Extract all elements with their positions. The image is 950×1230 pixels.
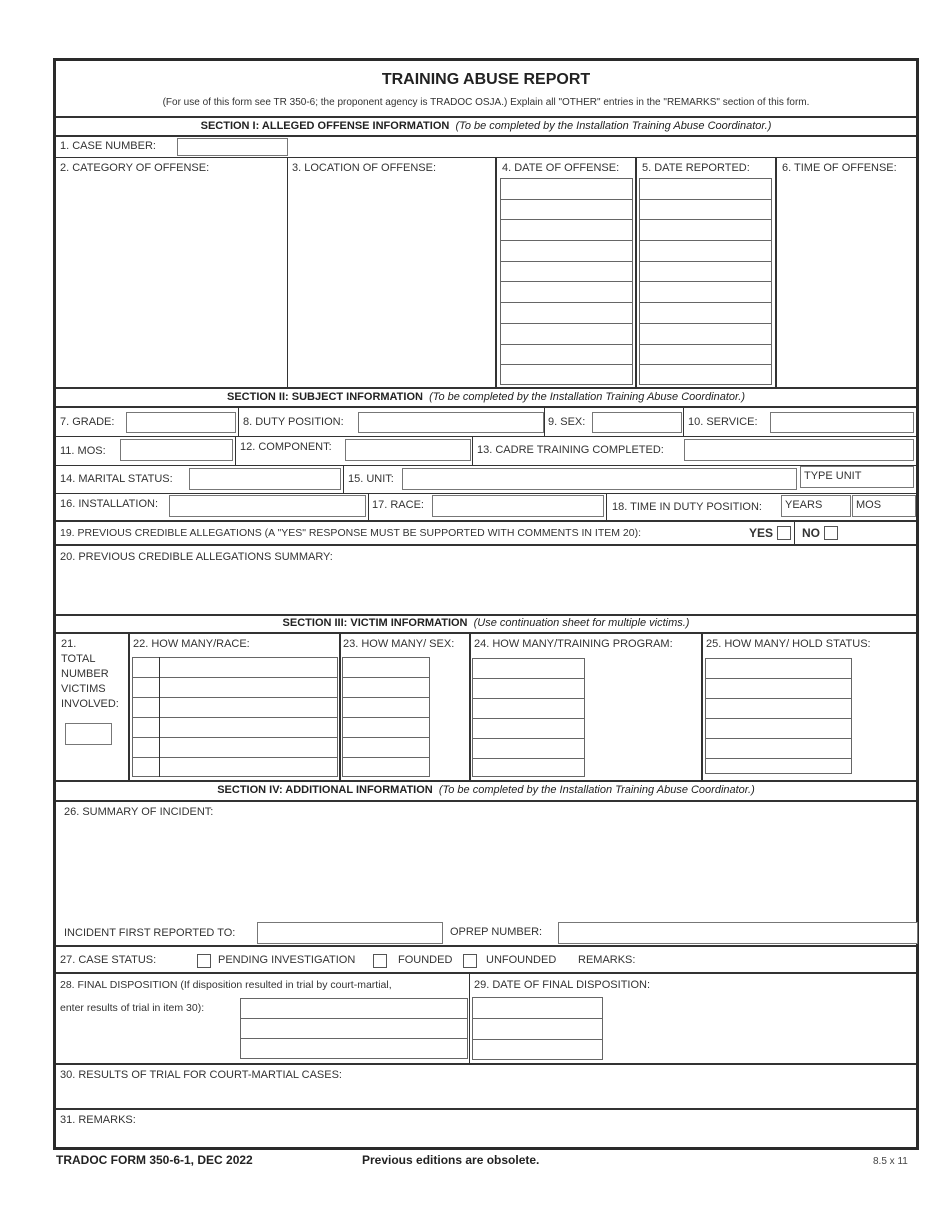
divider <box>56 520 916 522</box>
total-victims-line: VICTIMS <box>61 683 106 695</box>
divider <box>56 780 916 782</box>
divider <box>368 494 369 521</box>
divider <box>683 408 684 436</box>
unit-field[interactable] <box>402 468 797 490</box>
divider <box>495 157 497 387</box>
duty-position-label: 8. DUTY POSITION: <box>243 416 344 428</box>
divider <box>469 973 470 1064</box>
duty-position-field[interactable] <box>358 412 544 433</box>
yes-label: YES <box>749 526 774 540</box>
incident-summary-label: 26. SUMMARY OF INCIDENT: <box>64 806 214 818</box>
date-reported-label: 5. DATE REPORTED: <box>642 162 750 174</box>
pending-checkbox[interactable] <box>197 954 211 968</box>
divider <box>794 522 795 544</box>
date-final-entries[interactable] <box>472 997 603 1060</box>
total-victims-line: NUMBER <box>61 668 109 680</box>
date-offense-label: 4. DATE OF OFFENSE: <box>502 162 620 174</box>
section-2-note: (To be completed by the Installation Training Abuse Coordinator.) <box>429 391 745 403</box>
sex-count-entries[interactable] <box>342 657 430 777</box>
obsolete-note: Previous editions are obsolete. <box>362 1153 540 1167</box>
type-unit-label: TYPE UNIT <box>804 470 862 482</box>
hold-count-entries[interactable] <box>705 658 852 774</box>
divider <box>56 387 916 389</box>
divider <box>56 157 916 158</box>
divider <box>56 632 916 634</box>
sex-count-label: 23. HOW MANY/ SEX: <box>343 638 455 650</box>
sex-field[interactable] <box>592 412 682 433</box>
cadre-training-label: 13. CADRE TRAINING COMPLETED: <box>477 444 664 456</box>
divider <box>606 494 607 521</box>
form-title: TRAINING ABUSE REPORT <box>381 71 591 88</box>
section-1-title: SECTION I: ALLEGED OFFENSE INFORMATION <box>200 120 450 132</box>
divider <box>635 157 637 387</box>
divider <box>287 157 288 387</box>
section-3-note: (Use continuation sheet for multiple victims.) <box>473 617 690 629</box>
divider <box>56 972 916 974</box>
mos-label: 11. MOS: <box>60 445 106 457</box>
cadre-training-field[interactable] <box>684 439 914 461</box>
divider <box>56 493 916 494</box>
divider <box>56 1108 916 1110</box>
unfounded-checkbox[interactable] <box>463 954 477 968</box>
marital-status-field[interactable] <box>189 468 341 490</box>
installation-field[interactable] <box>169 495 366 517</box>
case-number-label: 1. CASE NUMBER: <box>60 140 156 152</box>
section-2-title: SECTION II: SUBJECT INFORMATION <box>226 391 423 403</box>
case-number-field[interactable] <box>177 138 288 156</box>
divider <box>472 437 473 465</box>
date-offense-entries[interactable] <box>500 178 633 385</box>
no-checkbox[interactable] <box>824 526 838 540</box>
category-label: 2. CATEGORY OF OFFENSE: <box>60 162 210 174</box>
time-offense-label: 6. TIME OF OFFENSE: <box>782 162 897 174</box>
training-count-entries[interactable] <box>472 658 585 777</box>
prev-summary-label: 20. PREVIOUS CREDIBLE ALLEGATIONS SUMMARY: <box>60 551 333 563</box>
race-count-entries[interactable] <box>132 657 338 777</box>
race-field[interactable] <box>432 495 604 517</box>
divider <box>56 1063 916 1065</box>
service-field[interactable] <box>770 412 914 433</box>
total-victims-line: TOTAL <box>61 653 96 665</box>
no-label: NO <box>802 526 820 540</box>
divider <box>56 436 916 437</box>
divider <box>56 406 916 408</box>
prev-allegations-label: 19. PREVIOUS CREDIBLE ALLEGATIONS (A "YES" RESPONSE MUST BE SUPPORTED WITH COMMENTS IN ITEM 20): <box>60 527 641 539</box>
form-subtitle: (For use of this form see TR 350-6; the proponent agency is TRADOC OSJA.) Explain all "OTHER" entries in the "REMARKS" section of this form. <box>162 97 810 108</box>
divider <box>56 544 916 546</box>
section-4-title: SECTION IV: ADDITIONAL INFORMATION <box>217 784 433 796</box>
remarks-inline-label: REMARKS: <box>578 954 636 966</box>
total-victims-field[interactable] <box>65 723 112 745</box>
divider <box>56 614 916 616</box>
months-label: MOS <box>856 499 882 511</box>
unit-label: 15. UNIT: <box>348 473 394 485</box>
divider <box>339 633 341 780</box>
divider <box>56 945 916 947</box>
divider <box>235 437 236 465</box>
time-in-duty-label: 18. TIME IN DUTY POSITION: <box>612 501 762 513</box>
service-label: 10. SERVICE: <box>688 416 758 428</box>
sex-label: 9. SEX: <box>548 416 586 428</box>
divider <box>56 135 916 137</box>
divider <box>56 116 916 118</box>
section-2-header <box>56 391 916 403</box>
trial-results-label: 30. RESULTS OF TRIAL FOR COURT-MARTIAL CASES: <box>60 1069 342 1081</box>
first-reported-field[interactable] <box>257 922 443 944</box>
date-final-label: 29. DATE OF FINAL DISPOSITION: <box>474 979 651 991</box>
total-victims-number: 21. <box>61 638 77 650</box>
section-3-header <box>56 617 916 629</box>
race-count-label: 22. HOW MANY/RACE: <box>133 638 250 650</box>
component-field[interactable] <box>345 439 471 461</box>
final-disposition-label-2: enter results of trial in item 30): <box>60 1002 205 1014</box>
years-label: YEARS <box>785 499 823 511</box>
final-disposition-label: 28. FINAL DISPOSITION (If disposition resulted in trial by court-martial, <box>60 979 392 991</box>
divider <box>238 408 239 436</box>
page-size: 8.5 x 11 <box>873 1156 908 1167</box>
section-4-note: (To be completed by the Installation Training Abuse Coordinator.) <box>438 784 755 796</box>
divider <box>159 657 160 777</box>
divider <box>469 633 471 780</box>
location-label: 3. LOCATION OF OFFENSE: <box>292 162 437 174</box>
installation-label: 16. INSTALLATION: <box>60 498 159 510</box>
unfounded-label: UNFOUNDED <box>486 954 557 966</box>
oprep-field[interactable] <box>558 922 918 944</box>
race-label: 17. RACE: <box>372 499 424 511</box>
final-disposition-entries[interactable] <box>240 998 468 1059</box>
component-label: 12. COMPONENT: <box>240 441 332 453</box>
divider <box>56 465 916 466</box>
section-1-note: (To be completed by the Installation Training Abuse Coordinator.) <box>455 120 772 132</box>
date-reported-entries[interactable] <box>639 178 772 385</box>
pending-label: PENDING INVESTIGATION <box>218 954 356 966</box>
case-status-label: 27. CASE STATUS: <box>60 954 157 966</box>
remarks-label: 31. REMARKS: <box>60 1114 136 1126</box>
divider <box>343 466 344 494</box>
total-victims-line: INVOLVED: <box>61 698 119 710</box>
divider <box>56 800 916 802</box>
divider <box>544 408 545 436</box>
divider <box>128 633 130 780</box>
founded-checkbox[interactable] <box>373 954 387 968</box>
marital-status-label: 14. MARITAL STATUS: <box>60 473 173 485</box>
mos-field[interactable] <box>120 439 233 461</box>
first-reported-label: INCIDENT FIRST REPORTED TO: <box>64 927 236 939</box>
divider <box>775 157 777 387</box>
section-3-title: SECTION III: VICTIM INFORMATION <box>282 617 468 629</box>
training-count-label: 24. HOW MANY/TRAINING PROGRAM: <box>474 638 673 650</box>
grade-field[interactable] <box>126 412 236 433</box>
yes-checkbox[interactable] <box>777 526 791 540</box>
hold-count-label: 25. HOW MANY/ HOLD STATUS: <box>706 638 871 650</box>
form-id: TRADOC FORM 350-6-1, DEC 2022 <box>56 1153 253 1167</box>
section-4-header <box>56 784 916 796</box>
training-abuse-form <box>53 58 919 1150</box>
founded-label: FOUNDED <box>398 954 453 966</box>
section-1-header <box>56 120 916 132</box>
divider <box>701 633 703 780</box>
oprep-label: OPREP NUMBER: <box>450 926 543 938</box>
grade-label: 7. GRADE: <box>60 416 115 428</box>
